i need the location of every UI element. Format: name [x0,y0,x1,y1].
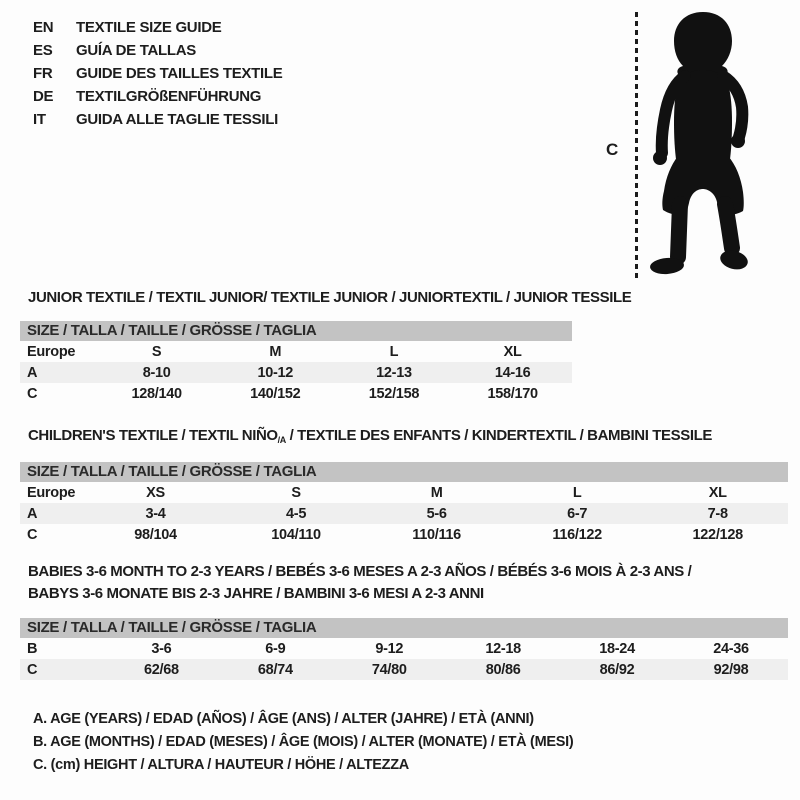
height-measure-dotted-line [635,12,638,278]
size-table-row [20,659,788,680]
row-label-cell: Europe [27,484,76,501]
value-cell: 116/122 [552,526,602,543]
value-cell: 24-36 [713,640,749,657]
value-cell: 4-5 [226,503,367,524]
value-cell: 128/140 [131,385,182,402]
height-measure-label: C [606,140,619,159]
size-table-row [20,482,788,503]
value-cell: 18-24 [599,640,635,657]
value-cell: M [430,484,443,501]
babies-size-table [20,618,788,680]
value-cell: 80/86 [446,659,560,680]
junior-section-heading [28,287,631,309]
junior-size-table-header-bar: SIZE / TALLA / TAILLE / GRÖSSE / TAGLIA [20,321,572,341]
size-table-row [20,341,572,362]
language-title: GUIDE DES TAILLES TEXTILE [76,65,283,82]
size-table-row [20,638,788,659]
children-size-table-header-bar: SIZE / TALLA / TAILLE / GRÖSSE / TAGLIA [20,462,788,482]
footnote: C. (cm) HEIGHT / ALTURA / HAUTEUR / HÖHE / ALTEZZA [33,757,409,773]
babies-size-table-header-bar: SIZE / TALLA / TAILLE / GRÖSSE / TAGLIA [20,618,788,638]
value-cell: 6-9 [265,640,286,657]
language-code: DE [33,88,54,105]
language-title-list [33,16,282,131]
heading-line: CHILDREN'S TEXTILE / TEXTIL $NIÑO_{/A}$ / TEXTILE DES ENFANTS / KINDERTEXTIL / BAMBINI TESSILE [28,427,712,445]
value-cell: 5-6 [366,503,507,524]
value-cell: 14-16 [453,362,572,383]
value-cell: 86/92 [560,659,674,680]
language-title: GUIDA ALLE TAGLIE TESSILI [76,111,278,128]
value-cell: XL [503,343,522,360]
value-cell: 104/110 [271,526,321,543]
value-cell: 10-12 [216,362,335,383]
value-cell: 110/116 [412,526,461,543]
size-table-row [20,383,572,404]
language-title: GUÍA DE TALLAS [76,42,196,59]
value-cell: 8-10 [97,362,216,383]
footnote: A. AGE (YEARS) / EDAD (AÑOS) / ÂGE (ANS) / ALTER (JAHRE) / ETÀ (ANNI) [33,711,534,727]
language-code: EN [33,19,54,36]
value-cell: 6-7 [507,503,648,524]
heading-line: BABYS 3-6 MONATE BIS 2-3 JAHRE / BAMBINI 3-6 MESI A 2-3 ANNI [28,585,484,602]
value-cell: 152/158 [368,385,420,402]
value-cell: 74/80 [332,659,446,680]
value-cell: 12-13 [335,362,454,383]
value-cell: 9-12 [375,640,404,657]
value-cell: 7-8 [647,503,788,524]
size-table-row [20,503,788,524]
value-cell: 92/98 [674,659,788,680]
value-cell: L [389,343,399,360]
row-label-cell: C [20,659,104,680]
value-cell: S [151,343,162,360]
language-row [33,62,282,85]
value-cell: M [269,343,282,360]
value-cell: 3-6 [151,640,172,657]
value-cell: L [572,484,582,501]
size-table-row [20,362,572,383]
babies-size-table-grid [20,638,788,680]
value-cell: 98/104 [134,526,177,543]
language-title: TEXTILGRÖßENFÜHRUNG [76,88,262,105]
value-cell: 122/128 [692,526,743,543]
toddler-silhouette-icon [648,8,758,280]
language-row [33,16,282,39]
value-cell: XL [708,484,727,501]
children-section-heading [28,425,712,451]
language-code: FR [33,65,53,82]
row-label-cell: B [27,640,38,657]
row-label-cell: A [20,362,97,383]
value-cell: 3-4 [85,503,226,524]
footnote-legend [33,708,573,777]
value-cell: 158/170 [487,385,538,402]
language-row [33,39,282,62]
language-code: IT [33,111,46,128]
value-cell: 140/152 [250,385,301,402]
value-cell: S [291,484,301,501]
heading-line: BABIES 3-6 MONTH TO 2-3 YEARS / BEBÉS 3-6 MESES A 2-3 AÑOS / BÉBÉS 3-6 MOIS À 2-3 ANS / [28,563,692,580]
language-row [33,108,282,131]
row-label-cell: C [27,385,38,402]
heading-line: JUNIOR TEXTILE / TEXTIL JUNIOR/ TEXTILE JUNIOR / JUNIORTEXTIL / JUNIOR TESSILE [28,289,632,306]
children-size-table-grid [20,482,788,545]
children-size-table [20,462,788,545]
language-code: ES [33,42,53,59]
footnote: B. AGE (MONTHS) / EDAD (MESES) / ÂGE (MOIS) / ALTER (MONATE) / ETÀ (MESI) [33,734,574,750]
language-row [33,85,282,108]
junior-size-table-grid [20,341,572,404]
value-cell: 12-18 [485,640,521,657]
row-label-cell: Europe [27,343,76,360]
value-cell: XS [146,484,165,501]
value-cell: 68/74 [218,659,332,680]
size-table-row [20,524,788,545]
row-label-cell: A [20,503,85,524]
language-title: TEXTILE SIZE GUIDE [76,19,222,36]
babies-section-heading [28,561,691,605]
row-label-cell: C [27,526,38,543]
value-cell: 62/68 [104,659,218,680]
junior-size-table [20,321,572,404]
